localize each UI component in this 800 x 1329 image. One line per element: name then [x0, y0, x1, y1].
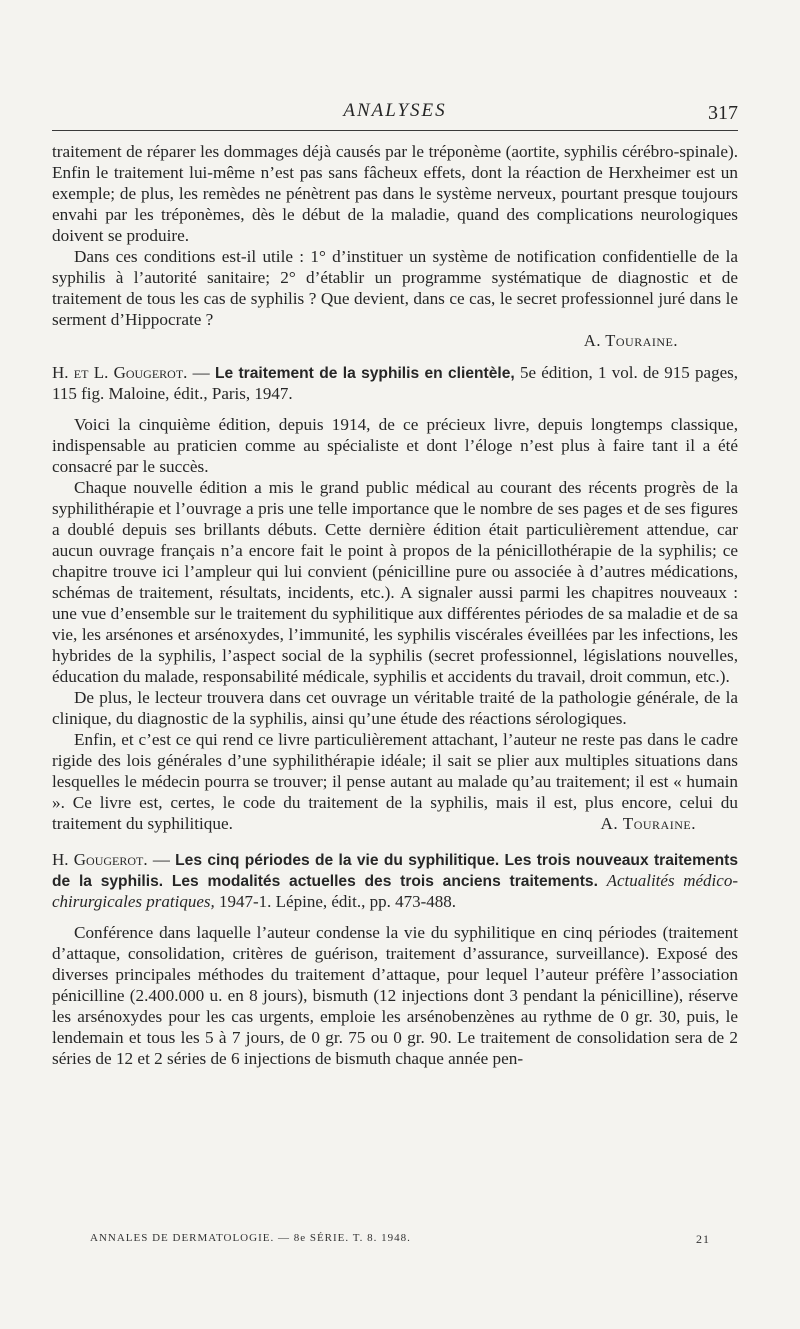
entry1-paragraph-4 [52, 729, 738, 834]
entry1-paragraph-1: Voici la cinquième édition, depuis 1914, de ce précieux livre, depuis longtemps classique, indispensable au praticien comme au spécialiste et dont l’éloge n’est plus à faire tant il a été consacré par le succès. [52, 415, 738, 476]
entry1-body [52, 414, 738, 834]
running-head [52, 96, 738, 126]
header-rule [52, 130, 738, 131]
footer-signature-mark: 21 [696, 1232, 710, 1246]
entry1-details: 5e édition, 1 vol. de 915 pages, 115 fig. Maloine, édit., Paris, 1947. [52, 363, 739, 403]
page-number: 317 [708, 102, 738, 124]
footer [90, 1232, 710, 1244]
entry2-body [52, 922, 738, 1069]
entry1-authors: H. et L. Gougerot. — [52, 363, 210, 382]
entry1-signature: A. Touraine. [600, 814, 696, 833]
entry2-title: Les cinq périodes de la vie du syphilitique. Les trois nouveaux traitements de la syphilis. Les modalités actuelles des trois anciens traitements. [52, 852, 739, 890]
footer-journal: ANNALES DE DERMATOLOGIE. — 8e SÉRIE. T. 8. 1948. [90, 1232, 411, 1244]
entry2-series: Actualités médico-chirurgicales pratiques, [52, 871, 738, 911]
entry2-paragraph-1: Conférence dans laquelle l’auteur condense la vie du syphilitique en cinq périodes (traitement d’attaque, consolidation, critères de guérison, traitement d’assurance, surveillance). Exposé des diverses principales méthodes du traitement d’attaque, pour lequel l’auteur préfère l’association pénicilline (2.400.000 u. en 8 jours), bismuth (12 injections dont 3 pendant la pénicilline), réserve les arsénoxydes pour les cas urgents, emploie les arsénobenzènes au rythme de 0 gr. 30, puis, le lendemain et tous les 5 à 7 jours, de 0 gr. 75 ou 0 gr. 90. Le traitement de consolidation sera de 2 séries de 12 et 2 séries de 6 injections de bismuth chaque année pen- [52, 923, 738, 1068]
page [52, 96, 738, 1069]
intro-paragraph-1: traitement de réparer les dommages déjà causés par le tréponème (aortite, syphilis cérébro-spinale). Enfin le traitement lui-même n’est pas sans fâcheux effets, dont la réaction de Herxheimer est un exemple; de plus, les remèdes ne pénètrent pas dans le système nerveux, pourtant presque toujours envahi par les tréponèmes, dès le début de la maladie, quand des complications neurologiques doivent se produire. [52, 142, 738, 245]
entry2-authors: H. Gougerot. — [52, 850, 170, 869]
entry1-paragraph-2: Chaque nouvelle édition a mis le grand public médical au courant des récents progrès de la syphilithérapie et l’ouvrage a pris une telle importance que le nombre de ses pages et de ses figures a doublé depuis ses brillants débuts. Cette dernière édition était particulièrement attendue, car aucun ouvrage français n’a encore fait le point à propos de la pénicillothérapie de la syphilis; ce chapitre trouve ici l’ampleur qui lui convient (pénicilline pure ou associée à d’autres médications, schémas de traitement, résultats, incidents, etc.). A signaler aussi parmi les chapitres nouveaux : une vue d’ensemble sur le traitement du syphilitique aux différentes périodes de sa maladie et de sa vie, les arsénones et arsénoxydes, l’immunité, les syphilis viscérales éveillées par les infections, les hybrides de la syphilis, l’aspect social de la syphilis (secret professionnel, législations nouvelles, éducation du malade, responsabilité médicale, syphilis et accidents du travail, droit commun, etc.). [52, 478, 738, 686]
entry1-title: Le traitement de la syphilis en clientèle, [214, 365, 515, 382]
running-title: ANALYSES [343, 100, 447, 121]
entry1-paragraph-3: De plus, le lecteur trouvera dans cet ouvrage un véritable traité de la pathologie générale, de la clinique, du diagnostic de la syphilis, ainsi qu’une étude des réactions sérologiques. [52, 688, 738, 728]
intro-signature: A. Touraine. [583, 331, 678, 350]
entry2-details: 1947-1. Lépine, édit., pp. 473-488. [219, 892, 457, 911]
entry2-heading [52, 850, 738, 912]
entry1-heading [52, 363, 738, 404]
entry1-paragraph-4-text: Enfin, et c’est ce qui rend ce livre particulièrement attachant, l’auteur ne reste pas dans le cadre rigide des lois générales d’une syphilithérapie idéale; il sait se plier aux multiples situations dans lesquelles le médecin pourra se trouver; il pense autant au malade qu’au traitement; il est « humain ». Ce livre est, certes, le code du traitement de la syphilis, mais il est, plus encore, celui du traitement du syphilitique. [52, 730, 738, 833]
intro-paragraph-2: Dans ces conditions est-il utile : 1° d’instituer un système de notification confidentielle de la syphilis à l’autorité sanitaire; 2° d’établir un programme systématique de diagnostic et de traitement de tous les cas de syphilis ? Que devient, dans ce cas, le secret professionnel juré dans le serment d’Hippocrate ? [52, 247, 738, 329]
